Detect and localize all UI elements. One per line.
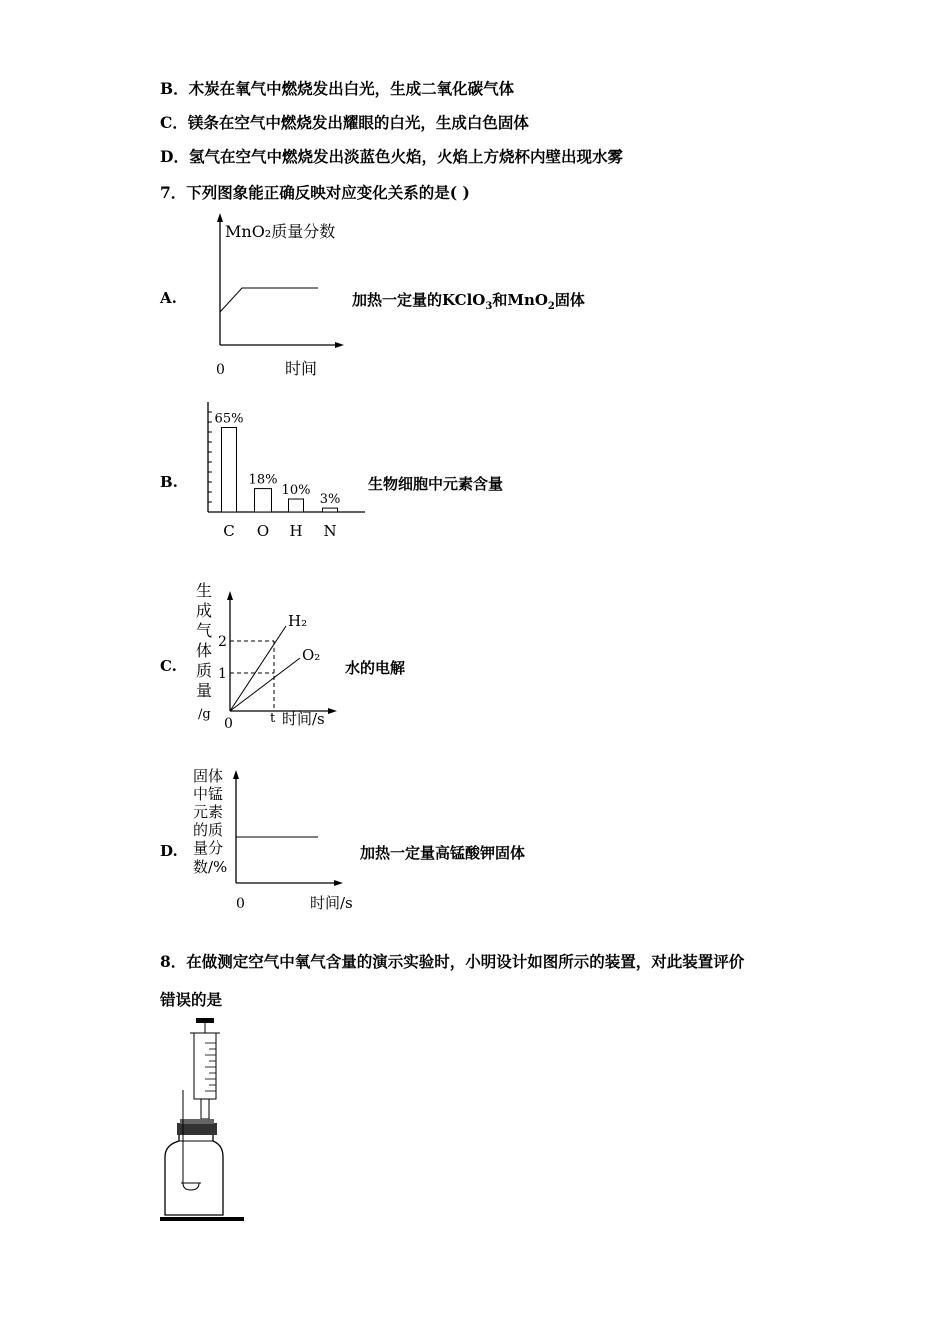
q7-stem: 7．下列图象能正确反映对应变化关系的是( ) <box>160 183 470 202</box>
chart-b-value-label: 3% <box>319 492 341 508</box>
chart-b-bar-H <box>289 499 304 512</box>
svg-text:质: 质 <box>196 661 213 680</box>
svg-text:数/%: 数/% <box>193 858 228 876</box>
chart-a <box>200 210 360 385</box>
chart-c-y-arrow <box>227 591 233 600</box>
chart-d-xlabel: 时间/s <box>310 894 353 912</box>
q7-option-d-letter: D. <box>160 842 178 860</box>
q8-stem-line2: 错误的是 <box>160 990 223 1009</box>
chart-b-category-label: H <box>289 522 303 540</box>
q7-option-a-letter: A. <box>160 289 177 307</box>
chart-a-curve <box>220 288 318 312</box>
chart-c <box>190 578 350 738</box>
svg-text:/g: /g <box>198 707 211 722</box>
q6-option-c: C．镁条在空气中燃烧发出耀眼的白光，生成白色固体 <box>160 113 529 132</box>
q7-option-d-caption: 加热一定量高锰酸钾固体 <box>360 844 526 862</box>
svg-text:生: 生 <box>196 581 213 600</box>
apparatus-figure <box>155 1015 255 1230</box>
chart-d-x-arrow <box>334 880 343 886</box>
syringe-graduations <box>205 1043 216 1091</box>
syringe-plunger-cap <box>196 1018 214 1023</box>
q7-option-a-caption: 加热一定量的KClO$_3$和MnO$_2$固体 <box>352 291 585 312</box>
chart-a-ylabel: MnO₂质量分数 <box>225 222 336 241</box>
q7-option-b-letter: B. <box>160 473 178 491</box>
syringe-needle-hub <box>201 1099 209 1119</box>
svg-text:体: 体 <box>196 641 213 660</box>
chart-c-o2-line <box>230 658 300 711</box>
chart-b-value-label: 65% <box>214 411 244 427</box>
chart-a-xlabel: 时间 <box>285 359 318 378</box>
svg-text:量分: 量分 <box>193 839 224 857</box>
svg-text:固体: 固体 <box>193 767 224 785</box>
svg-text:成: 成 <box>196 601 213 620</box>
svg-text:中锰: 中锰 <box>193 785 224 803</box>
svg-text:的质: 的质 <box>193 821 224 839</box>
chart-b-bar-O <box>255 489 272 512</box>
svg-text:量: 量 <box>196 681 213 700</box>
q6-option-b: B．木炭在氧气中燃烧发出白光，生成二氧化碳气体 <box>160 79 515 98</box>
chart-c-tick-2: 2 <box>218 634 227 650</box>
q7-option-c-letter: C. <box>160 657 177 675</box>
chart-c-h2-label: H₂ <box>288 612 308 630</box>
chart-c-tick-1: 1 <box>218 666 227 682</box>
chart-b-value-label: 18% <box>248 472 278 488</box>
burning-spoon-cup <box>183 1183 199 1190</box>
svg-text:元素: 元素 <box>193 803 224 821</box>
chart-c-origin: 0 <box>224 716 233 732</box>
chart-c-ylabel <box>196 581 212 722</box>
q7-option-b-caption: 生物细胞中元素含量 <box>368 475 504 493</box>
bottle-stopper-top <box>180 1119 214 1124</box>
chart-b-category-label: C <box>223 522 235 540</box>
chart-a-origin: 0 <box>216 362 225 378</box>
chart-d <box>190 765 365 915</box>
chart-c-h2-line <box>230 626 286 711</box>
chart-d-y-arrow <box>233 770 239 779</box>
chart-b-category-label: O <box>256 522 270 540</box>
chart-b-bar-C <box>222 428 237 513</box>
chart-c-t-label: t <box>270 711 276 726</box>
chart-c-o2-label: O₂ <box>302 646 321 664</box>
chart-b-category-label: N <box>323 522 337 540</box>
svg-text:气: 气 <box>196 621 213 640</box>
chart-b-bar-N <box>323 508 338 512</box>
bottle-body <box>165 1135 223 1215</box>
chart-a-y-arrow <box>217 213 223 222</box>
chart-b <box>200 398 370 548</box>
chart-c-x-arrow <box>328 708 337 714</box>
base-plate <box>160 1217 244 1221</box>
q8-stem-line1: 8．在做测定空气中氧气含量的演示实验时，小明设计如图所示的装置，对此装置评价 <box>160 952 745 971</box>
chart-a-x-arrow <box>335 342 344 348</box>
q6-option-d: D．氢气在空气中燃烧发出淡蓝色火焰，火焰上方烧杯内壁出现水雾 <box>160 147 623 166</box>
q7-option-c-caption: 水的电解 <box>345 659 406 677</box>
chart-b-value-label: 10% <box>281 483 311 498</box>
chart-d-ylabel <box>193 767 227 876</box>
chart-c-xlabel: 时间/s <box>282 710 325 728</box>
chart-d-origin: 0 <box>236 896 245 912</box>
